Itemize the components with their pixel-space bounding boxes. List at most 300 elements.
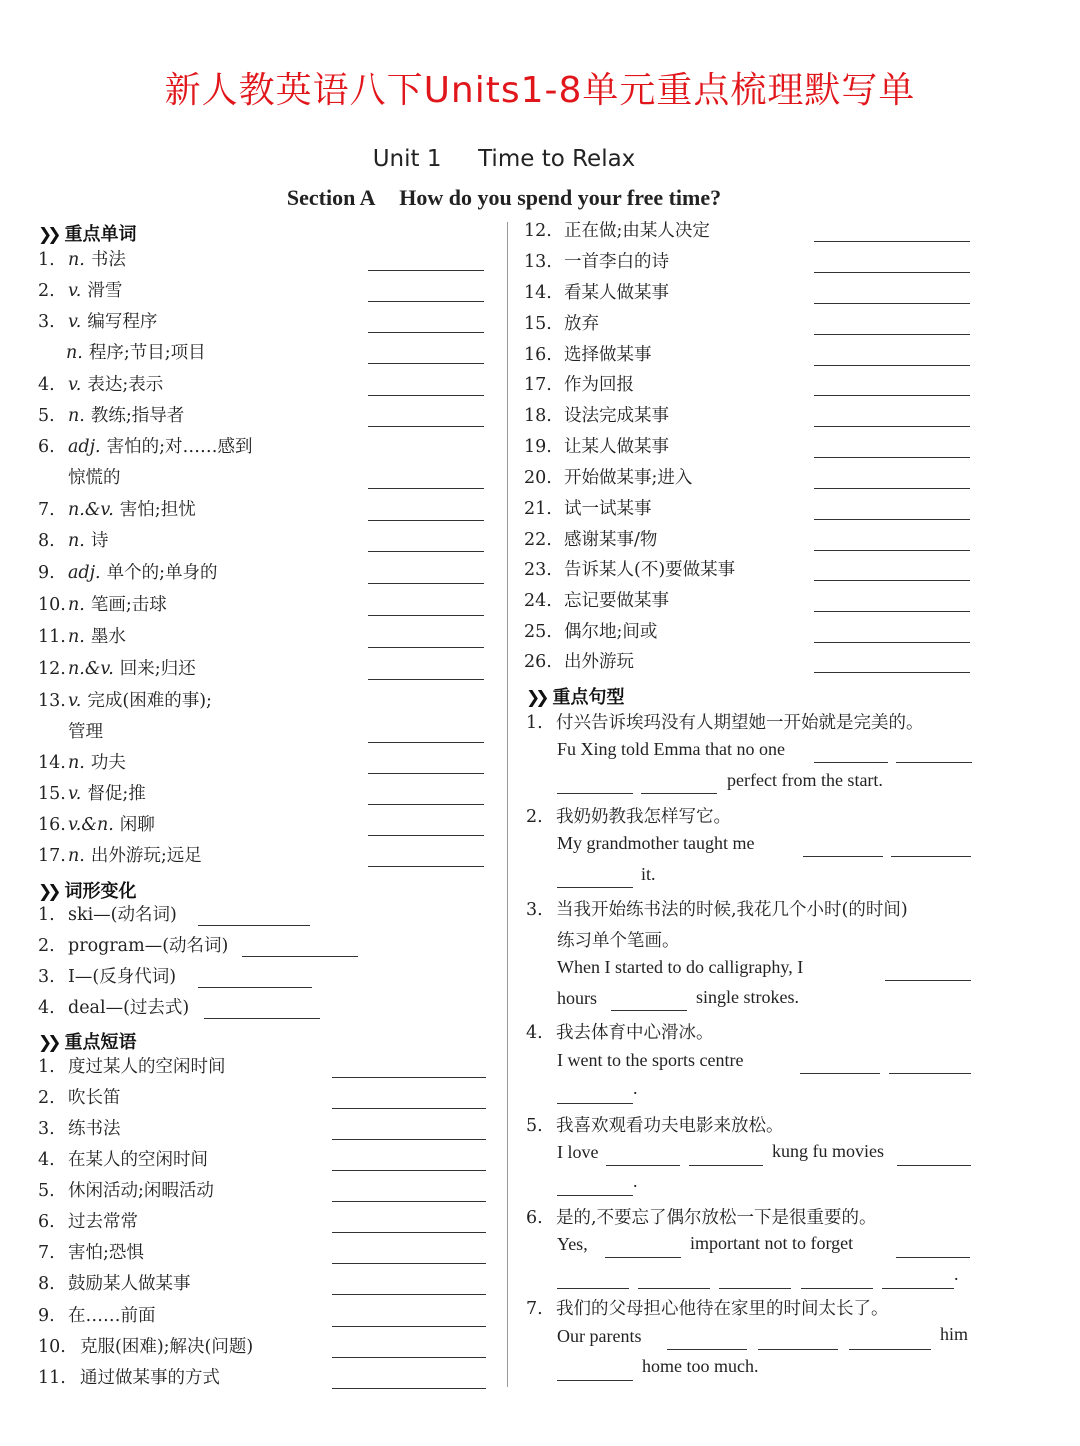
word-item bbox=[66, 342, 206, 364]
item-number: 3. bbox=[38, 967, 55, 987]
answer-blank[interactable] bbox=[641, 793, 717, 794]
sentence-text: 当我开始练书法的时候,我花几个小时(的时间) bbox=[556, 900, 908, 920]
double-chevron-icon: ❯❯ bbox=[38, 882, 57, 902]
answer-blank[interactable] bbox=[689, 1165, 763, 1166]
answer-blank[interactable] bbox=[891, 856, 971, 857]
phrase-meaning: 克服(困难);解决(问题) bbox=[80, 1337, 254, 1357]
phrase-item bbox=[38, 1336, 253, 1358]
word-answer-blank[interactable] bbox=[368, 804, 484, 805]
item-number: 23. bbox=[524, 560, 552, 580]
unit-name: Time to Relax bbox=[478, 146, 636, 172]
word-meaning: 害怕;担忧 bbox=[119, 500, 196, 520]
phrase-answer-blank[interactable] bbox=[814, 488, 970, 489]
word-meaning: 书法 bbox=[90, 250, 126, 270]
sentence-chinese bbox=[526, 1112, 784, 1137]
heading-label: 重点单词 bbox=[64, 224, 137, 245]
sentence-chinese bbox=[526, 803, 731, 828]
phrase-meaning: 偶尔地;间或 bbox=[564, 622, 658, 642]
phrase-meaning: 选择做某事 bbox=[564, 345, 652, 365]
word-answer-blank[interactable] bbox=[368, 363, 484, 364]
item-number: 26. bbox=[524, 652, 552, 672]
item-number: 20. bbox=[524, 468, 552, 488]
heading-label: 重点短语 bbox=[64, 1032, 137, 1053]
sentence-english: perfect from the start. bbox=[727, 770, 883, 790]
sentence-english: single strokes. bbox=[696, 987, 799, 1007]
word-item bbox=[38, 594, 167, 616]
answer-blank[interactable] bbox=[557, 1288, 629, 1289]
phrase-answer-blank[interactable] bbox=[332, 1077, 486, 1078]
word-item bbox=[38, 499, 196, 521]
word-meaning: 编写程序 bbox=[87, 312, 158, 332]
phrase-answer-blank[interactable] bbox=[814, 519, 970, 520]
part-of-speech: n. bbox=[68, 531, 85, 551]
phrase-meaning: 在某人的空闲时间 bbox=[68, 1150, 208, 1170]
answer-blank[interactable] bbox=[557, 887, 633, 888]
word-meaning: 回来;归还 bbox=[119, 659, 196, 679]
word-answer-blank[interactable] bbox=[368, 583, 484, 584]
item-number: 21. bbox=[524, 499, 552, 519]
double-chevron-icon: ❯❯ bbox=[38, 225, 57, 245]
answer-blank[interactable] bbox=[605, 1257, 681, 1258]
item-number: 12. bbox=[38, 659, 66, 679]
answer-blank[interactable] bbox=[638, 1288, 710, 1289]
word-answer-blank[interactable] bbox=[368, 647, 484, 648]
item-number: 7. bbox=[38, 500, 55, 520]
phrase-answer-blank[interactable] bbox=[332, 1388, 486, 1389]
answer-blank[interactable] bbox=[557, 793, 633, 794]
phrase-meaning: 试一试某事 bbox=[564, 499, 652, 519]
unit-heading bbox=[0, 146, 1008, 172]
phrase-item bbox=[524, 529, 657, 551]
phrase-meaning: 过去常常 bbox=[68, 1212, 138, 1232]
answer-blank[interactable] bbox=[611, 1010, 687, 1011]
item-number: 24. bbox=[524, 591, 552, 611]
item-number: 4. bbox=[526, 1023, 543, 1043]
item-number: 6. bbox=[526, 1208, 543, 1228]
word-item bbox=[38, 752, 126, 774]
sentence-chinese bbox=[526, 1019, 714, 1044]
heading-label: 重点句型 bbox=[552, 687, 625, 708]
sentence-english: . bbox=[633, 1078, 638, 1098]
word-answer-blank[interactable] bbox=[368, 679, 484, 680]
word-meaning: 笔画;击球 bbox=[90, 595, 167, 615]
phrase-meaning: 让某人做某事 bbox=[564, 437, 669, 457]
part-of-speech: n.&v. bbox=[68, 500, 114, 520]
form-answer-blank[interactable] bbox=[198, 987, 312, 988]
phrase-meaning: 一首李白的诗 bbox=[564, 252, 669, 272]
form-item bbox=[38, 966, 176, 988]
item-number: 8. bbox=[38, 1274, 55, 1294]
phrase-answer-blank[interactable] bbox=[332, 1139, 486, 1140]
phrase-item bbox=[524, 313, 599, 335]
heading-phrases bbox=[38, 1028, 137, 1054]
item-number: 13. bbox=[524, 252, 552, 272]
item-number: 15. bbox=[38, 784, 66, 804]
sentence-english: home too much. bbox=[642, 1356, 759, 1376]
word-answer-blank[interactable] bbox=[368, 742, 484, 743]
sentence-text: 我去体育中心滑冰。 bbox=[556, 1023, 714, 1043]
answer-blank[interactable] bbox=[758, 1349, 838, 1350]
item-number: 16. bbox=[524, 345, 552, 365]
phrase-item bbox=[524, 344, 652, 366]
phrase-item bbox=[38, 1087, 121, 1109]
word-item bbox=[38, 562, 218, 584]
item-number: 4. bbox=[38, 1150, 55, 1170]
phrase-meaning: 告诉某人(不)要做某事 bbox=[564, 560, 736, 580]
sentence-text: 是的,不要忘了偶尔放松一下是很重要的。 bbox=[556, 1208, 877, 1228]
phrase-answer-blank[interactable] bbox=[332, 1232, 486, 1233]
part-of-speech: v. bbox=[68, 691, 82, 711]
sentence-text: 我们的父母担心他待在家里的时间太长了。 bbox=[556, 1299, 889, 1319]
item-number: 17. bbox=[524, 375, 552, 395]
word-meaning: 教练;指导者 bbox=[90, 406, 185, 426]
form-item bbox=[38, 997, 189, 1019]
section-label: Section A bbox=[286, 185, 375, 210]
sentence-text: 付兴告诉埃玛没有人期望她一开始就是完美的。 bbox=[556, 713, 924, 733]
word-answer-blank[interactable] bbox=[368, 551, 484, 552]
phrase-answer-blank[interactable] bbox=[814, 611, 970, 612]
phrase-meaning: 害怕;恐惧 bbox=[68, 1243, 144, 1263]
word-answer-blank[interactable] bbox=[368, 520, 484, 521]
part-of-speech: n. bbox=[68, 250, 85, 270]
form-item bbox=[38, 904, 177, 926]
word-item bbox=[38, 530, 108, 552]
sentence-english: hours bbox=[557, 988, 597, 1008]
answer-blank[interactable] bbox=[667, 1349, 747, 1350]
word-meaning: 墨水 bbox=[90, 627, 126, 647]
phrase-item bbox=[524, 590, 669, 612]
item-number: 1. bbox=[38, 250, 55, 270]
sentence-english: My grandmother taught me bbox=[557, 833, 755, 853]
item-number: 12. bbox=[524, 221, 552, 241]
word-answer-blank[interactable] bbox=[368, 426, 484, 427]
word-meaning: 害怕的;对……感到 bbox=[106, 437, 253, 457]
phrase-item bbox=[524, 405, 669, 427]
sentence-english: it. bbox=[641, 864, 656, 884]
item-number: 1. bbox=[38, 905, 55, 925]
form-answer-blank[interactable] bbox=[204, 1018, 320, 1019]
answer-blank[interactable] bbox=[557, 1103, 633, 1104]
heading-words bbox=[38, 220, 137, 246]
sentence-chinese bbox=[526, 1295, 889, 1320]
phrase-answer-blank[interactable] bbox=[814, 642, 970, 643]
item-number: 14. bbox=[524, 283, 552, 303]
phrase-item bbox=[38, 1149, 208, 1171]
sentence-english: important not to forget bbox=[690, 1233, 854, 1253]
word-meaning: 管理 bbox=[68, 722, 103, 742]
page-title: 新人教英语八下Units1-8单元重点梳理默写单 bbox=[164, 70, 916, 111]
phrase-item bbox=[524, 436, 669, 458]
heading-sentences bbox=[526, 683, 625, 709]
item-number: 2. bbox=[38, 936, 55, 956]
item-number: 13. bbox=[38, 691, 66, 711]
heading-label: 词形变化 bbox=[64, 881, 137, 902]
form-prompt: deal—(过去式) bbox=[68, 998, 190, 1018]
item-number: 2. bbox=[38, 1088, 55, 1108]
phrase-meaning: 开始做某事;进入 bbox=[564, 468, 693, 488]
word-meaning: 单个的;单身的 bbox=[106, 563, 218, 583]
phrase-answer-blank[interactable] bbox=[814, 334, 970, 335]
word-answer-blank[interactable] bbox=[368, 332, 484, 333]
sentence-english: . bbox=[954, 1264, 959, 1284]
word-meaning: 出外游玩;远足 bbox=[90, 846, 202, 866]
word-item bbox=[38, 845, 202, 867]
word-item bbox=[38, 814, 155, 836]
form-prompt: ski—(动名词) bbox=[68, 905, 177, 925]
sentence-english: Yes, bbox=[557, 1234, 588, 1254]
phrase-item bbox=[524, 251, 669, 273]
part-of-speech: n. bbox=[68, 406, 85, 426]
word-item bbox=[38, 436, 253, 458]
sentence-chinese bbox=[526, 1204, 877, 1229]
item-number: 11. bbox=[38, 1368, 66, 1388]
phrase-item bbox=[524, 282, 669, 304]
item-number: 3. bbox=[526, 900, 543, 920]
phrase-answer-blank[interactable] bbox=[814, 272, 970, 273]
phrase-meaning: 设法完成某事 bbox=[564, 406, 669, 426]
part-of-speech: n. bbox=[66, 343, 83, 363]
word-meaning: 闲聊 bbox=[119, 815, 155, 835]
phrase-item bbox=[38, 1273, 191, 1295]
sentence-english: I love bbox=[557, 1142, 599, 1162]
sentence-english: . bbox=[633, 1171, 638, 1191]
word-meaning: 诗 bbox=[90, 531, 109, 551]
item-number: 3. bbox=[38, 1119, 55, 1139]
form-prompt: program—(动名词) bbox=[68, 936, 229, 956]
part-of-speech: n.&v. bbox=[68, 659, 114, 679]
part-of-speech: v. bbox=[68, 281, 82, 301]
item-number: 22. bbox=[524, 530, 552, 550]
word-answer-blank[interactable] bbox=[368, 866, 484, 867]
item-number: 8. bbox=[38, 531, 55, 551]
sentence-english: I went to the sports centre bbox=[557, 1050, 744, 1070]
word-item bbox=[68, 467, 121, 489]
word-answer-blank[interactable] bbox=[368, 615, 484, 616]
word-answer-blank[interactable] bbox=[368, 301, 484, 302]
section-question: How do you spend your free time? bbox=[399, 185, 722, 210]
item-number: 6. bbox=[38, 1212, 55, 1232]
answer-blank[interactable] bbox=[803, 856, 883, 857]
answer-blank[interactable] bbox=[896, 762, 972, 763]
sentence-english: Fu Xing told Emma that no one bbox=[557, 739, 785, 759]
phrase-answer-blank[interactable] bbox=[814, 426, 970, 427]
item-number: 3. bbox=[38, 312, 55, 332]
phrase-meaning: 鼓励某人做某事 bbox=[68, 1274, 191, 1294]
word-answer-blank[interactable] bbox=[368, 835, 484, 836]
word-item bbox=[38, 626, 126, 648]
phrase-answer-blank[interactable] bbox=[332, 1357, 486, 1358]
answer-blank[interactable] bbox=[889, 1073, 971, 1074]
form-item bbox=[38, 935, 228, 957]
phrase-answer-blank[interactable] bbox=[814, 672, 970, 673]
phrase-item bbox=[38, 1367, 220, 1389]
word-item bbox=[38, 249, 126, 271]
sentence-text: 练习单个笔画。 bbox=[557, 931, 680, 951]
part-of-speech: adj. bbox=[68, 437, 101, 457]
phrase-meaning: 放弃 bbox=[564, 314, 599, 334]
item-number: 9. bbox=[38, 563, 55, 583]
word-answer-blank[interactable] bbox=[368, 395, 484, 396]
item-number: 4. bbox=[38, 998, 55, 1018]
phrase-meaning: 吹长笛 bbox=[68, 1088, 121, 1108]
phrase-meaning: 感谢某事/物 bbox=[564, 530, 658, 550]
item-number: 2. bbox=[526, 807, 543, 827]
word-item bbox=[38, 783, 146, 805]
word-meaning: 滑雪 bbox=[87, 281, 123, 301]
phrase-answer-blank[interactable] bbox=[814, 365, 970, 366]
word-meaning: 完成(困难的事); bbox=[87, 691, 212, 711]
word-item bbox=[68, 721, 103, 743]
word-meaning: 表达;表示 bbox=[87, 375, 164, 395]
phrase-answer-blank[interactable] bbox=[814, 395, 970, 396]
phrase-item bbox=[524, 559, 735, 581]
section-heading bbox=[0, 185, 1008, 211]
phrase-answer-blank[interactable] bbox=[814, 580, 970, 581]
phrase-item bbox=[524, 651, 634, 673]
unit-label: Unit 1 bbox=[372, 146, 442, 172]
part-of-speech: v. bbox=[68, 784, 82, 804]
part-of-speech: n. bbox=[68, 595, 85, 615]
answer-blank[interactable] bbox=[882, 1288, 954, 1289]
heading-forms bbox=[38, 877, 137, 903]
item-number: 10. bbox=[38, 1337, 66, 1357]
answer-blank[interactable] bbox=[557, 1195, 633, 1196]
phrase-answer-blank[interactable] bbox=[814, 550, 970, 551]
form-answer-blank[interactable] bbox=[242, 956, 358, 957]
part-of-speech: adj. bbox=[68, 563, 101, 583]
answer-blank[interactable] bbox=[896, 1257, 970, 1258]
phrase-meaning: 练书法 bbox=[68, 1119, 121, 1139]
phrase-item bbox=[524, 621, 657, 643]
phrase-item bbox=[524, 374, 634, 396]
word-item bbox=[38, 658, 196, 680]
form-prompt: I—(反身代词) bbox=[68, 967, 177, 987]
word-meaning: 惊慌的 bbox=[68, 468, 121, 488]
phrase-item bbox=[38, 1180, 214, 1202]
phrase-item bbox=[524, 467, 692, 489]
answer-blank[interactable] bbox=[557, 1380, 633, 1381]
item-number: 19. bbox=[524, 437, 552, 457]
word-answer-blank[interactable] bbox=[368, 773, 484, 774]
sentence-english: kung fu movies bbox=[772, 1141, 884, 1161]
item-number: 5. bbox=[38, 406, 55, 426]
item-number: 1. bbox=[38, 1057, 55, 1077]
sentence-chinese bbox=[526, 709, 924, 734]
phrase-meaning: 正在做;由某人决定 bbox=[564, 221, 710, 241]
item-number: 17. bbox=[38, 846, 66, 866]
sentence-text: 我奶奶教我怎样写它。 bbox=[556, 807, 731, 827]
part-of-speech: v. bbox=[68, 375, 82, 395]
item-number: 5. bbox=[38, 1181, 55, 1201]
sentence-chinese bbox=[557, 927, 680, 952]
word-item bbox=[38, 690, 212, 712]
word-meaning: 程序;节目;项目 bbox=[88, 343, 206, 363]
phrase-item bbox=[38, 1118, 121, 1140]
phrase-answer-blank[interactable] bbox=[332, 1326, 486, 1327]
sentence-english: him bbox=[940, 1324, 969, 1344]
phrase-answer-blank[interactable] bbox=[332, 1201, 486, 1202]
phrase-answer-blank[interactable] bbox=[332, 1108, 486, 1109]
item-number: 4. bbox=[38, 375, 55, 395]
item-number: 7. bbox=[38, 1243, 55, 1263]
sentence-text: 我喜欢观看功夫电影来放松。 bbox=[556, 1116, 784, 1136]
phrase-meaning: 看某人做某事 bbox=[564, 283, 669, 303]
form-answer-blank[interactable] bbox=[198, 925, 310, 926]
word-meaning: 功夫 bbox=[90, 753, 126, 773]
part-of-speech: n. bbox=[68, 627, 85, 647]
phrase-item bbox=[524, 220, 710, 242]
item-number: 16. bbox=[38, 815, 66, 835]
column-divider bbox=[507, 222, 508, 1387]
answer-blank[interactable] bbox=[814, 762, 888, 763]
sentence-english: When I started to do calligraphy, I bbox=[557, 957, 804, 977]
double-chevron-icon: ❯❯ bbox=[526, 688, 545, 708]
phrase-meaning: 通过做某事的方式 bbox=[80, 1368, 220, 1388]
phrase-meaning: 在……前面 bbox=[68, 1306, 156, 1326]
phrase-answer-blank[interactable] bbox=[332, 1263, 486, 1264]
word-answer-blank[interactable] bbox=[368, 488, 484, 489]
part-of-speech: v. bbox=[68, 312, 82, 332]
item-number: 14. bbox=[38, 753, 66, 773]
sentence-english: Our parents bbox=[557, 1326, 642, 1346]
phrase-answer-blank[interactable] bbox=[814, 303, 970, 304]
phrase-meaning: 作为回报 bbox=[564, 375, 634, 395]
phrase-item bbox=[38, 1305, 156, 1327]
item-number: 15. bbox=[524, 314, 552, 334]
phrase-answer-blank[interactable] bbox=[332, 1294, 486, 1295]
phrase-meaning: 休闲活动;闲暇活动 bbox=[68, 1181, 214, 1201]
item-number: 9. bbox=[38, 1306, 55, 1326]
phrase-answer-blank[interactable] bbox=[332, 1170, 486, 1171]
item-number: 11. bbox=[38, 627, 66, 647]
answer-blank[interactable] bbox=[849, 1349, 931, 1350]
word-item bbox=[38, 311, 157, 333]
phrase-item bbox=[524, 498, 652, 520]
item-number: 18. bbox=[524, 406, 552, 426]
word-item bbox=[38, 405, 184, 427]
phrase-answer-blank[interactable] bbox=[814, 457, 970, 458]
word-answer-blank[interactable] bbox=[368, 270, 484, 271]
item-number: 2. bbox=[38, 281, 55, 301]
item-number: 1. bbox=[526, 713, 543, 733]
part-of-speech: n. bbox=[68, 753, 85, 773]
item-number: 25. bbox=[524, 622, 552, 642]
phrase-answer-blank[interactable] bbox=[814, 241, 970, 242]
word-item bbox=[38, 280, 122, 302]
answer-blank[interactable] bbox=[606, 1165, 680, 1166]
answer-blank[interactable] bbox=[897, 1165, 971, 1166]
phrase-item bbox=[38, 1056, 226, 1078]
answer-blank[interactable] bbox=[719, 1288, 791, 1289]
phrase-meaning: 度过某人的空闲时间 bbox=[68, 1057, 226, 1077]
phrase-item bbox=[38, 1242, 144, 1264]
phrase-item bbox=[38, 1211, 138, 1233]
item-number: 7. bbox=[526, 1299, 543, 1319]
item-number: 6. bbox=[38, 437, 55, 457]
answer-blank[interactable] bbox=[800, 1073, 880, 1074]
answer-blank[interactable] bbox=[885, 980, 971, 981]
word-meaning: 督促;推 bbox=[87, 784, 146, 804]
part-of-speech: n. bbox=[68, 846, 85, 866]
phrase-meaning: 忘记要做某事 bbox=[564, 591, 669, 611]
item-number: 10. bbox=[38, 595, 66, 615]
part-of-speech: v.&n. bbox=[68, 815, 114, 835]
answer-blank[interactable] bbox=[801, 1288, 873, 1289]
sentence-chinese bbox=[526, 896, 908, 921]
double-chevron-icon: ❯❯ bbox=[38, 1033, 57, 1053]
item-number: 5. bbox=[526, 1116, 543, 1136]
phrase-meaning: 出外游玩 bbox=[564, 652, 634, 672]
